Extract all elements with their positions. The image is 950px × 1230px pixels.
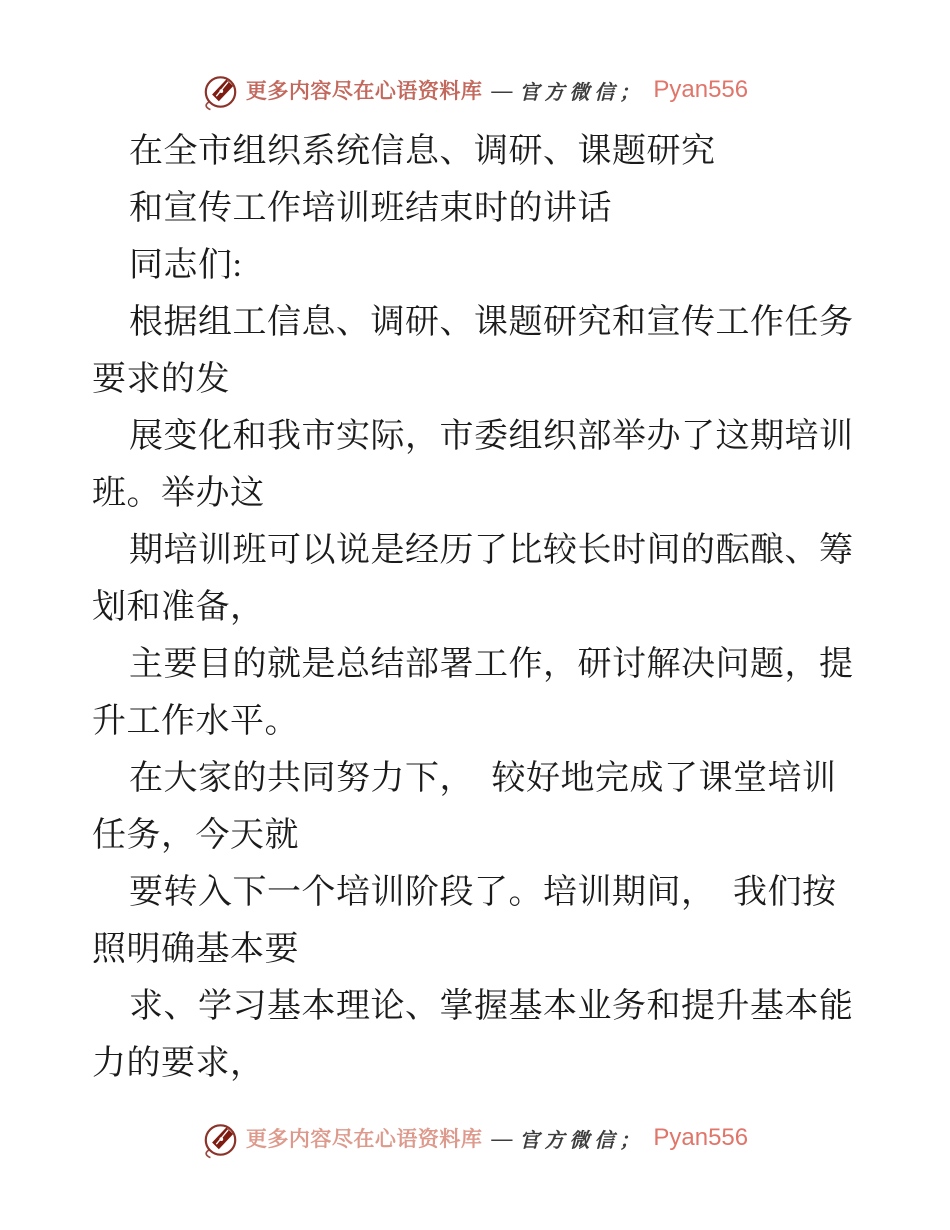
watermark-brand-text: 更多内容尽在心语资料库 bbox=[245, 79, 483, 103]
text-line: 要转入下一个培训阶段了。培训期间， 我们按 bbox=[129, 874, 837, 911]
text-line: 要求的发 bbox=[92, 361, 230, 398]
text-line: 在大家的共同努力下， 较好地完成了课堂培训 bbox=[129, 760, 837, 797]
wechat-label: 官方微信； bbox=[519, 1129, 645, 1152]
text-line: 班。举办这 bbox=[92, 475, 265, 512]
pen-nib-swirl-logo-icon bbox=[202, 72, 239, 112]
text-line: 展变化和我市实际，市委组织部举办了这期培训 bbox=[129, 418, 854, 455]
watermark-dash: — bbox=[491, 1125, 513, 1150]
text-line: 和宣传工作培训班结束时的讲话 bbox=[129, 190, 612, 227]
wechat-id: Pyan556 bbox=[653, 76, 749, 103]
watermark-brand-text: 更多内容尽在心语资料库 bbox=[245, 1127, 483, 1151]
watermark-footer bbox=[0, 1118, 950, 1158]
text-line: 任务，今天就 bbox=[92, 817, 299, 854]
text-line: 力的要求， bbox=[92, 1045, 265, 1082]
text-line: 同志们: bbox=[129, 247, 243, 284]
text-line: 主要目的就是总结部署工作，研讨解决问题，提 bbox=[129, 646, 854, 683]
text-line: 求、学习基本理论、掌握基本业务和提升基本能 bbox=[129, 988, 854, 1025]
text-line: 根据组工信息、调研、课题研究和宣传工作任务 bbox=[129, 304, 854, 341]
text-line: 期培训班可以说是经历了比较长时间的酝酿、筹 bbox=[129, 532, 854, 569]
text-line: 在全市组织系统信息、调研、课题研究 bbox=[129, 133, 716, 170]
document-body bbox=[0, 110, 950, 1092]
text-line: 划和准备， bbox=[92, 589, 265, 626]
watermark-dash: — bbox=[491, 77, 513, 102]
wechat-id: Pyan556 bbox=[653, 1124, 749, 1151]
text-line: 照明确基本要 bbox=[92, 931, 299, 968]
watermark-header bbox=[0, 0, 950, 110]
wechat-label: 官方微信； bbox=[519, 81, 645, 104]
pen-nib-swirl-logo-icon bbox=[202, 1120, 239, 1160]
text-line: 升工作水平。 bbox=[92, 703, 299, 740]
